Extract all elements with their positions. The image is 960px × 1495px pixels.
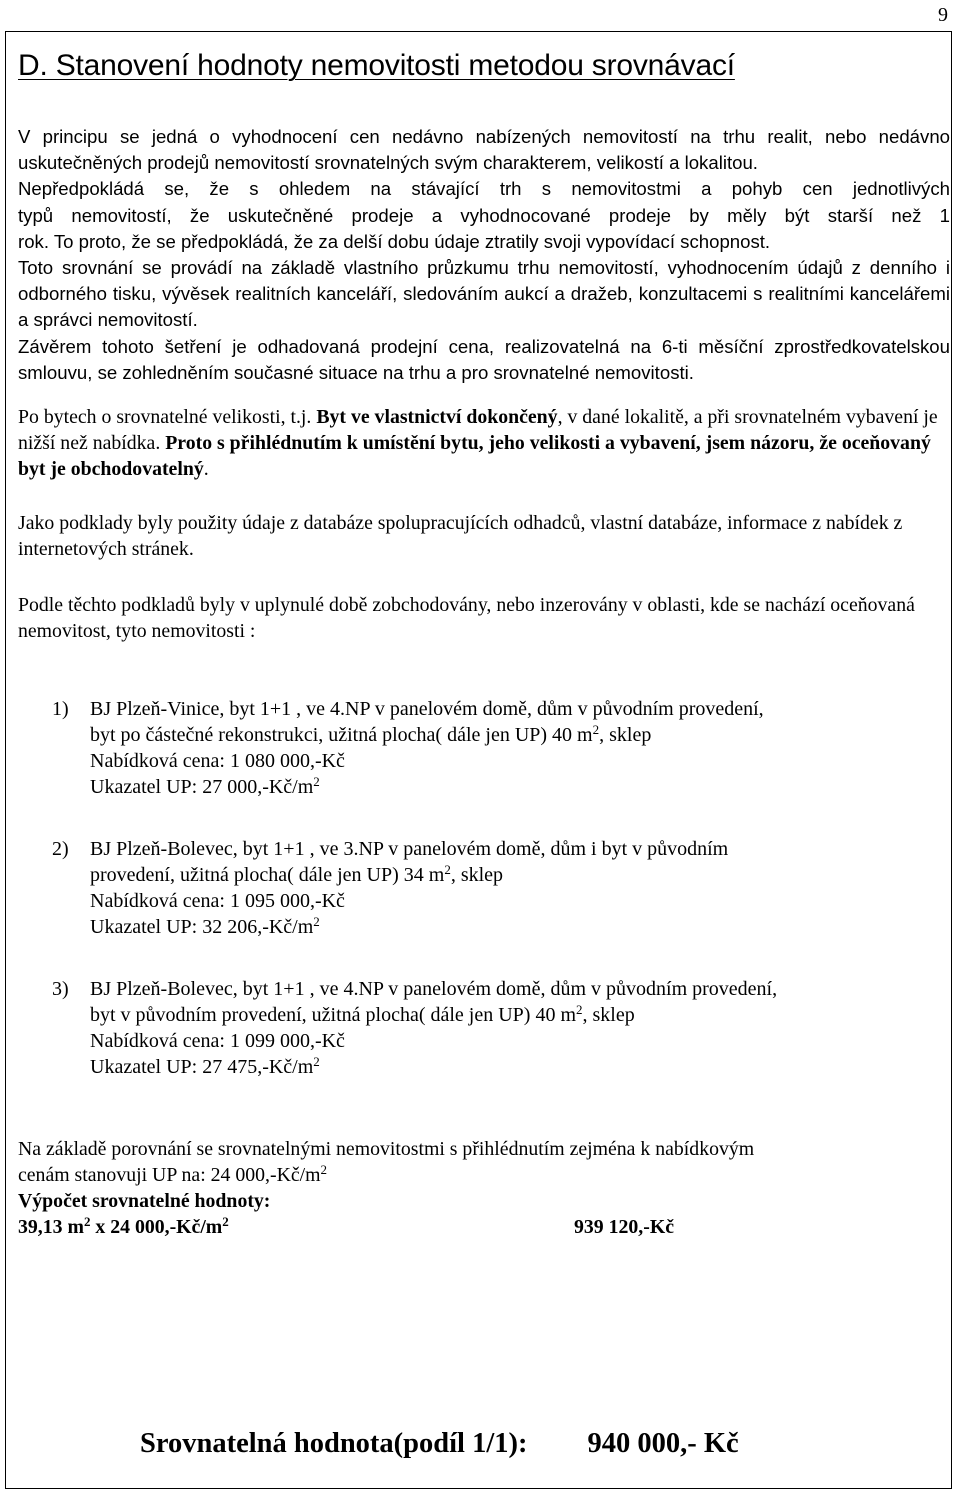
item-unit-price	[90, 1054, 950, 1080]
item-number: 3)	[52, 978, 69, 1001]
calculation-title: Výpočet srovnatelné hodnoty:	[18, 1190, 271, 1213]
comparable-property-1	[18, 696, 950, 800]
item-unit-price	[90, 774, 950, 800]
item-area-end: , sklep	[582, 1004, 635, 1027]
item-unit-text: Ukazatel UP: 27 000,-Kč/m	[90, 776, 314, 799]
item-area-text: byt po částečné rekonstrukci, užitná plocha( dále jen UP) 40 m	[90, 724, 593, 747]
intro-paragraph-2-line3: rok. To proto, že se předpokládá, že za delší dobu údaje ztratily svoji vypovídací schopnost.	[18, 230, 771, 252]
calculation-area: 39,13 m	[18, 1216, 84, 1239]
item-unit-text: Ukazatel UP: 27 475,-Kč/m	[90, 1056, 314, 1079]
page-number: 9	[938, 4, 948, 26]
item-spacer	[18, 940, 950, 976]
comparable-property-3	[18, 976, 950, 1080]
item-area-end: , sklep	[599, 724, 652, 747]
intro-paragraph-3: Toto srovnání se provádí na základě vlastního průzkumu trhu nemovitostí, vyhodnocením údajů z denního i odborného tisku, vývěsek realitních kanceláří, sledováním aukcí a dražeb, konzultacemi s realitními kancelářemi a správci nemovitostí.	[18, 257, 950, 331]
item-description-line2	[90, 722, 950, 748]
calculation-row	[18, 1214, 950, 1240]
item-area-text: provedení, užitná plocha( dále jen UP) 34 m	[90, 864, 445, 887]
item-number: 1)	[52, 698, 69, 721]
item-description-line1: BJ Plzeň-Vinice, byt 1+1 , ve 4.NP v panelovém domě, dům v původním provedení,	[90, 698, 764, 721]
conclusion-line2	[18, 1162, 950, 1188]
item-unit-text: Ukazatel UP: 32 206,-Kč/m	[90, 916, 314, 939]
sources-paragraph: Jako podklady byly použity údaje z databáze spolupracujících odhadců, vlastní databáze, informace z nabídek z internetových stránek.	[18, 512, 903, 561]
section-heading	[18, 46, 950, 86]
lead-in-paragraph: Podle těchto podkladů byly v uplynulé době zobchodovány, nebo inzerovány v oblasti, kde se nachází oceňovaná nemovitost, tyto nemovitosti :	[18, 594, 915, 643]
item-description-line2	[90, 862, 950, 888]
comparable-properties-list	[18, 696, 950, 1080]
final-value-amount: 940 000,- Kč	[587, 1428, 739, 1459]
item-number: 2)	[52, 838, 69, 861]
item-area-sup: 2	[444, 862, 451, 878]
opinion-text-3: .	[203, 458, 209, 481]
calculation-rate-sup: 2	[222, 1214, 229, 1230]
item-spacer	[18, 800, 950, 836]
final-value-row	[140, 1428, 739, 1460]
comparable-property-2	[18, 836, 950, 940]
item-unit-sup: 2	[313, 774, 320, 790]
opinion-bold-2: Proto s přihlédnutím k umístění bytu, jeho velikosti a vybavení, jsem názoru, že oceňovaný byt je obchodovatelný	[18, 432, 931, 481]
item-unit-sup: 2	[313, 914, 320, 930]
intro-paragraph-4: Závěrem tohoto šetření je odhadovaná prodejní cena, realizovatelná na 6-ti měsíční zprostředkovatelskou smlouvu, se zohledněním současné situace na trhu a pro srovnatelné nemovitosti.	[18, 335, 950, 383]
item-description-line1: BJ Plzeň-Bolevec, byt 1+1 , ve 4.NP v panelovém domě, dům v původním provedení,	[90, 978, 778, 1001]
calculation-result: 939 120,-Kč	[574, 1216, 674, 1239]
document-body	[18, 46, 950, 1240]
item-area-text: byt v původním provedení, užitná plocha( dále jen UP) 40 m	[90, 1004, 577, 1027]
item-description-line1: BJ Plzeň-Bolevec, byt 1+1 , ve 3.NP v panelovém domě, dům i byt v původním	[90, 838, 729, 861]
item-offer-price: Nabídková cena: 1 080 000,-Kč	[90, 750, 345, 773]
item-area-sup: 2	[576, 1002, 583, 1018]
conclusion-unit-sup: 2	[320, 1162, 328, 1178]
opinion-text-1: Po bytech o srovnatelné velikosti, t.j.	[18, 406, 317, 429]
item-area-sup: 2	[592, 722, 600, 738]
final-value-label: Srovnatelná hodnota(podíl 1/1):	[140, 1428, 528, 1459]
intro-paragraph-1: V principu se jedná o vyhodnocení cen nedávno nabízených nemovitostí na trhu realit, nebo nedávno uskutečněných prodejů nemovitostí srovnatelných svým charakterem, velikostí a lokalitou.	[18, 126, 950, 174]
section-heading-text: D. Stanovení hodnoty nemovitosti metodou srovnávací	[18, 49, 735, 82]
item-offer-price: Nabídková cena: 1 095 000,-Kč	[90, 890, 345, 913]
opinion-text-2: , v dané lokalitě, a při srovnatelném vybavení je nižší než nabídka.	[18, 406, 938, 455]
calculation-formula	[18, 1214, 574, 1240]
item-area-end: , sklep	[450, 864, 504, 887]
intro-paragraph-2-line2: typů nemovitostí, že uskutečněné prodeje a vyhodnocované prodeje by měly být starší než 1	[18, 204, 950, 226]
opinion-bold-1: Byt ve vlastnictví dokončený	[316, 406, 558, 429]
opinion-paragraph	[18, 404, 950, 482]
conclusion-line1: Na základě porovnání se srovnatelnými nemovitostmi s přihlédnutím zejména k nabídkovým	[18, 1138, 755, 1161]
item-unit-sup: 2	[313, 1054, 320, 1070]
conclusion-unit-text: cenám stanovuji UP na: 24 000,-Kč/m	[18, 1164, 321, 1187]
item-offer-price: Nabídková cena: 1 099 000,-Kč	[90, 1030, 345, 1053]
calculation-rate: x 24 000,-Kč/m	[90, 1216, 223, 1239]
calculation-area-sup: 2	[83, 1214, 91, 1230]
conclusion-block	[18, 1136, 950, 1240]
item-unit-price	[90, 914, 950, 940]
intro-paragraph-2-line1: Nepředpokládá se, že s ohledem na stávající trh s nemovitostmi a pohyb cen jednotlivých	[18, 178, 950, 200]
item-description-line2	[90, 1002, 950, 1028]
